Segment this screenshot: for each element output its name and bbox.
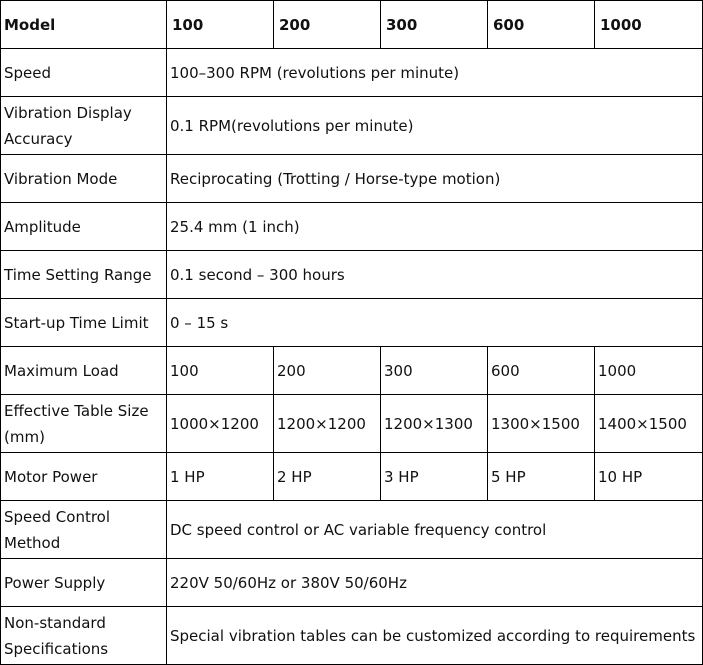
table-size-1000: 1400×1500 xyxy=(595,395,703,453)
motor-300: 3 HP xyxy=(381,453,488,501)
accuracy-value: 0.1 RPM(revolutions per minute) xyxy=(167,97,703,155)
time-range-label: Time Setting Range xyxy=(1,251,167,299)
row-mode xyxy=(1,155,703,203)
row-accuracy xyxy=(1,97,703,155)
motor-100: 1 HP xyxy=(167,453,274,501)
mode-label: Vibration Mode xyxy=(1,155,167,203)
model-600: 600 xyxy=(488,1,595,49)
startup-value: 0 – 15 s xyxy=(167,299,703,347)
row-startup xyxy=(1,299,703,347)
model-200: 200 xyxy=(274,1,381,49)
motor-label: Motor Power xyxy=(1,453,167,501)
max-load-1000: 1000 xyxy=(595,347,703,395)
row-table-size xyxy=(1,395,703,453)
speed-label: Speed xyxy=(1,49,167,97)
model-100: 100 xyxy=(167,1,274,49)
model-label: Model xyxy=(1,1,167,49)
speed-value: 100–300 RPM (revolutions per minute) xyxy=(167,49,703,97)
row-amplitude xyxy=(1,203,703,251)
table-size-100: 1000×1200 xyxy=(167,395,274,453)
row-time-range xyxy=(1,251,703,299)
motor-1000: 10 HP xyxy=(595,453,703,501)
motor-200: 2 HP xyxy=(274,453,381,501)
table-size-300: 1200×1300 xyxy=(381,395,488,453)
row-motor xyxy=(1,453,703,501)
power-supply-value: 220V 50/60Hz or 380V 50/60Hz xyxy=(167,559,703,607)
max-load-label: Maximum Load xyxy=(1,347,167,395)
speed-control-label: Speed Control Method xyxy=(1,501,167,559)
amplitude-label: Amplitude xyxy=(1,203,167,251)
motor-600: 5 HP xyxy=(488,453,595,501)
table-size-label: Effective Table Size (mm) xyxy=(1,395,167,453)
model-1000: 1000 xyxy=(595,1,703,49)
table-size-200: 1200×1200 xyxy=(274,395,381,453)
max-load-300: 300 xyxy=(381,347,488,395)
power-supply-label: Power Supply xyxy=(1,559,167,607)
max-load-600: 600 xyxy=(488,347,595,395)
accuracy-label: Vibration Display Accuracy xyxy=(1,97,167,155)
row-speed xyxy=(1,49,703,97)
non-standard-value: Special vibration tables can be customized according to requirements xyxy=(167,607,703,665)
non-standard-label: Non-standard Specifications xyxy=(1,607,167,665)
header-row xyxy=(1,1,703,49)
row-power-supply xyxy=(1,559,703,607)
model-300: 300 xyxy=(381,1,488,49)
row-non-standard xyxy=(1,607,703,665)
row-max-load xyxy=(1,347,703,395)
max-load-100: 100 xyxy=(167,347,274,395)
time-range-value: 0.1 second – 300 hours xyxy=(167,251,703,299)
startup-label: Start-up Time Limit xyxy=(1,299,167,347)
max-load-200: 200 xyxy=(274,347,381,395)
table-size-600: 1300×1500 xyxy=(488,395,595,453)
amplitude-value: 25.4 mm (1 inch) xyxy=(167,203,703,251)
row-speed-control xyxy=(1,501,703,559)
speed-control-value: DC speed control or AC variable frequency control xyxy=(167,501,703,559)
mode-value: Reciprocating (Trotting / Horse-type motion) xyxy=(167,155,703,203)
